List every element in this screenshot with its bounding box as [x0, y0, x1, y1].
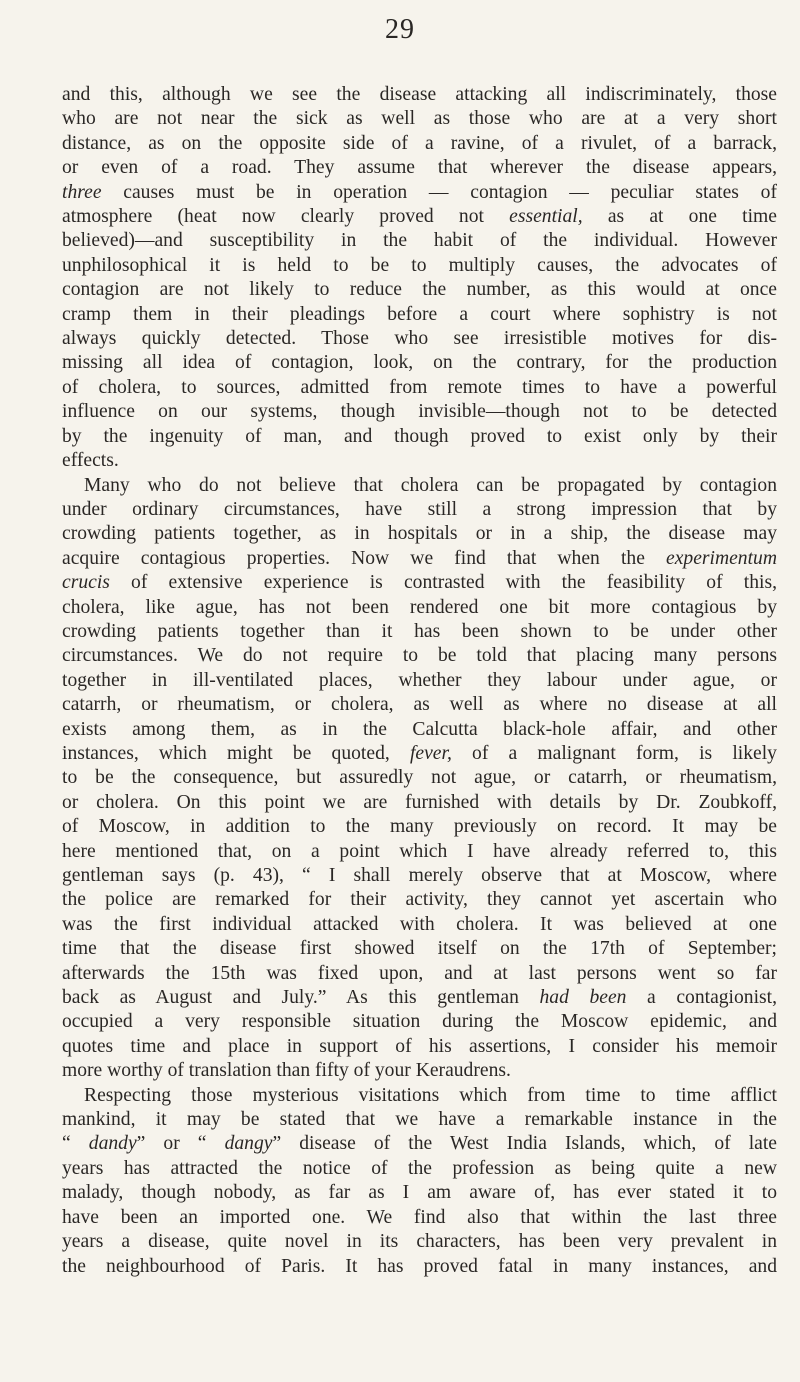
- text-line: [62, 620, 777, 644]
- text-segment: and this, although we see the disease attacking all indiscriminately, those: [62, 84, 777, 105]
- text-line: [62, 327, 777, 351]
- text-line: [62, 937, 777, 961]
- text-segment: Respecting those mysterious visitations which from time to time afflict: [84, 1084, 777, 1106]
- text-line: [62, 1108, 777, 1132]
- text-line: [62, 1157, 777, 1181]
- text-segment: malady, though nobody, as far as I am aware of, has ever stated it to: [62, 1182, 777, 1204]
- text-line: [62, 693, 777, 717]
- text-line: [62, 400, 777, 424]
- text-segment: effects.: [62, 450, 119, 472]
- text-segment: as at one time: [582, 206, 777, 228]
- text-segment: ” or “: [136, 1133, 225, 1155]
- text-line: [62, 864, 777, 888]
- text-line: [62, 1010, 777, 1034]
- text-line: [62, 425, 777, 449]
- text-line: [62, 303, 777, 327]
- text-segment: Many who do not believe that cholera can be propagated by contagion: [84, 474, 777, 496]
- text-segment: occupied a very responsible situation during the Moscow epidemic, and: [62, 1011, 777, 1033]
- page-number: 29: [385, 14, 415, 45]
- italic-text: three: [62, 181, 102, 203]
- text-segment: instances, which might be quoted,: [62, 742, 410, 764]
- text-segment: cramp them in their pleadings before a court where sophistry is not: [62, 303, 777, 325]
- text-segment: ” disease of the West India Islands, which, of late: [272, 1133, 777, 1155]
- text-line: [62, 547, 777, 571]
- text-segment: believed)—and susceptibility in the habit of the individual. However: [62, 230, 777, 252]
- text-segment: missing all idea of contagion, look, on the contrary, for the production: [62, 352, 777, 374]
- text-line: [62, 1230, 777, 1254]
- text-line: [62, 1035, 777, 1059]
- text-segment: “: [62, 1133, 89, 1155]
- text-line: [62, 132, 777, 156]
- text-segment: who are not near the sick as well as those who are at a very short: [62, 108, 777, 130]
- text-segment: together in ill-ventilated places, whether they labour under ague, or: [62, 669, 777, 691]
- text-segment: contagion are not likely to reduce the number, as this would at once: [62, 279, 777, 301]
- text-line: [62, 571, 777, 595]
- text-segment: a contagionist,: [626, 987, 777, 1009]
- text-segment: exists among them, as in the Calcutta black-hole affair, and other: [62, 718, 777, 740]
- text-line: [62, 815, 777, 839]
- text-line: [62, 791, 777, 815]
- text-segment: the neighbourhood of Paris. It has proved fatal in many instances, and: [62, 1255, 777, 1277]
- italic-text: had been: [539, 987, 627, 1009]
- text-line: [62, 181, 777, 205]
- text-segment: cholera, like ague, has not been rendered one bit more contagious by: [62, 596, 777, 618]
- text-line: [62, 962, 777, 986]
- text-line: [62, 742, 777, 766]
- text-segment: of extensive experience is contrasted with the feasibility of this,: [109, 572, 777, 594]
- text-segment: or cholera. On this point we are furnished with details by Dr. Zoubkoff,: [62, 791, 777, 813]
- text-line: [62, 766, 777, 790]
- text-segment: influence on our systems, though invisible—though not to be detected: [62, 401, 777, 423]
- text-segment: afterwards the 15th was fixed upon, and at last persons went so far: [62, 962, 777, 984]
- text-segment: was the first individual attacked with cholera. It was believed at one: [62, 913, 777, 935]
- text-line: [62, 840, 777, 864]
- text-segment: of cholera, to sources, admitted from remote times to have a powerful: [62, 376, 777, 398]
- italic-text: experimentum: [666, 547, 777, 569]
- text-segment: or even of a road. They assume that wherever the disease appears,: [62, 157, 777, 179]
- text-segment: have been an imported one. We find also that within the last three: [62, 1206, 777, 1228]
- text-segment: years a disease, quite novel in its characters, has been very prevalent in: [62, 1231, 777, 1253]
- text-line: [62, 83, 777, 107]
- text-segment: unphilosophical it is held to be to multiply causes, the advocates of: [62, 254, 777, 276]
- text-segment: atmosphere (heat now clearly proved not: [62, 206, 510, 228]
- italic-text: crucis: [62, 572, 110, 594]
- text-line: [62, 229, 777, 253]
- text-line: [62, 913, 777, 937]
- text-segment: years has attracted the notice of the profession as being quite a new: [62, 1157, 777, 1179]
- text-line: [62, 376, 777, 400]
- text-segment: acquire contagious properties. Now we find that when the: [62, 547, 666, 569]
- italic-text: dangy: [224, 1133, 273, 1155]
- text-segment: under ordinary circumstances, have still a strong impression that by: [62, 498, 777, 520]
- text-segment: distance, as on the opposite side of a ravine, of a rivulet, of a barrack,: [62, 132, 777, 154]
- text-segment: causes must be in operation — contagion — peculiar states of: [101, 181, 777, 203]
- text-line: [62, 474, 777, 498]
- text-segment: time that the disease first showed itself on the 17th of September;: [62, 938, 777, 960]
- text-segment: by the ingenuity of man, and though proved to exist only by their: [62, 425, 777, 447]
- text-line: [62, 498, 777, 522]
- text-segment: back as August and July.” As this gentleman: [62, 987, 540, 1009]
- italic-text: essential,: [509, 206, 583, 228]
- text-line: [62, 1059, 777, 1083]
- text-segment: the police are remarked for their activity, they cannot yet ascertain who: [62, 889, 777, 911]
- text-line: [62, 107, 777, 131]
- text-line: [62, 1132, 777, 1156]
- text-segment: circumstances. We do not require to be told that placing many persons: [62, 645, 777, 667]
- text-segment: more worthy of translation than fifty of your Keraudrens.: [62, 1060, 511, 1082]
- text-line: [62, 1181, 777, 1205]
- italic-text: dandy: [88, 1133, 137, 1155]
- text-line: [62, 596, 777, 620]
- italic-text: fever,: [409, 742, 452, 764]
- text-line: [62, 351, 777, 375]
- text-line: [62, 156, 777, 180]
- text-line: [62, 1084, 777, 1108]
- body-text: [62, 83, 777, 1279]
- text-line: [62, 449, 777, 473]
- text-segment: of a malignant form, is likely: [451, 742, 777, 764]
- text-segment: of Moscow, in addition to the many previously on record. It may be: [62, 816, 777, 838]
- text-segment: gentleman says (p. 43), “ I shall merely observe that at Moscow, where: [62, 865, 777, 886]
- text-segment: crowding patients together than it has been shown to be under other: [62, 620, 777, 642]
- text-line: [62, 1206, 777, 1230]
- text-line: [62, 718, 777, 742]
- text-segment: here mentioned that, on a point which I have already referred to, this: [62, 840, 777, 862]
- text-line: [62, 669, 777, 693]
- text-line: [62, 1255, 777, 1279]
- text-line: [62, 888, 777, 912]
- text-segment: catarrh, or rheumatism, or cholera, as well as where no disease at all: [62, 694, 777, 716]
- text-line: [62, 986, 777, 1010]
- text-segment: mankind, it may be stated that we have a remarkable instance in the: [62, 1109, 777, 1131]
- text-segment: quotes time and place in support of his assertions, I consider his memoir: [62, 1035, 777, 1057]
- text-segment: always quickly detected. Those who see irresistible motives for dis-: [62, 328, 777, 350]
- text-line: [62, 254, 777, 278]
- text-line: [62, 644, 777, 668]
- text-line: [62, 205, 777, 229]
- text-segment: to be the consequence, but assuredly not ague, or catarrh, or rheumatism,: [62, 767, 777, 789]
- text-line: [62, 278, 777, 302]
- text-segment: crowding patients together, as in hospitals or in a ship, the disease may: [62, 523, 777, 545]
- text-line: [62, 522, 777, 546]
